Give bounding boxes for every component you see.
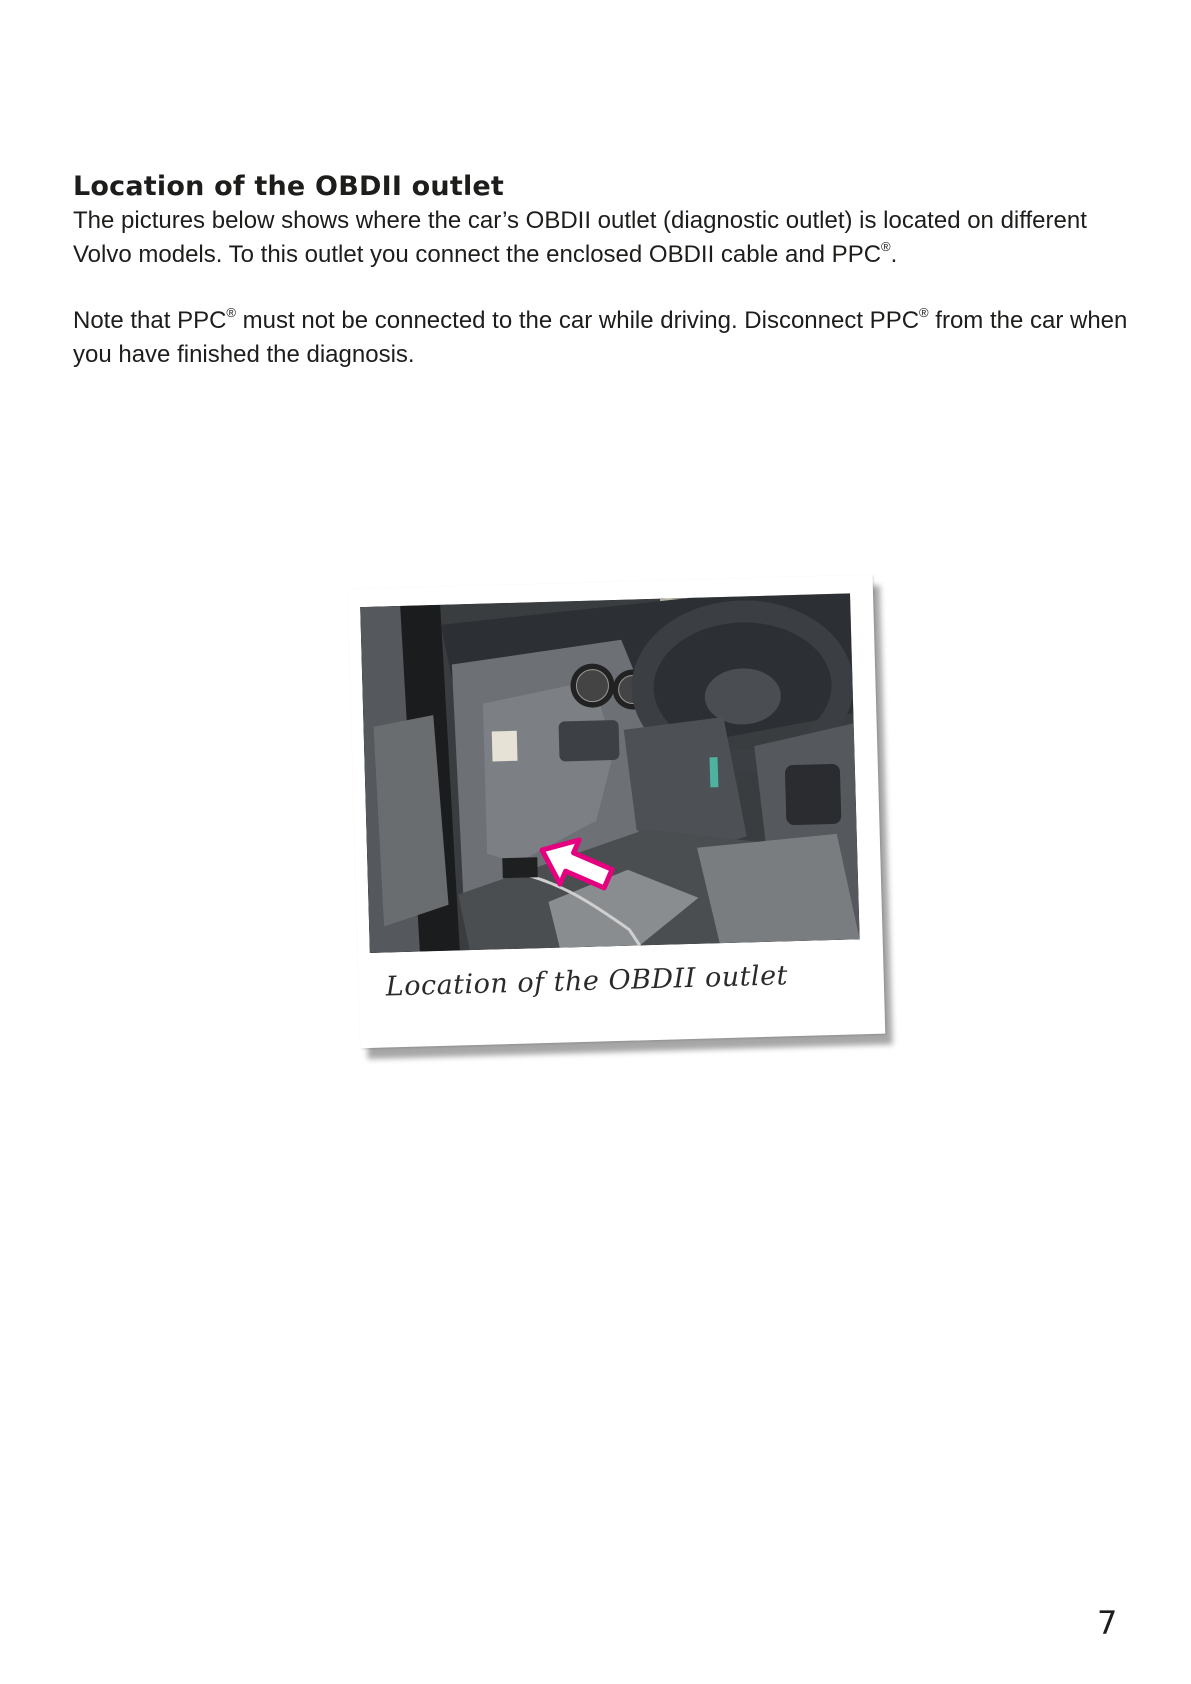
- registered-mark: ®: [919, 305, 929, 320]
- car-interior-photo: [360, 593, 859, 953]
- photo-caption: Location of the OBDII outlet: [385, 960, 789, 1003]
- intro-paragraph: [73, 204, 1133, 271]
- polaroid-frame: [348, 575, 886, 1048]
- note-text-3: from the car when you have finished the diagnosis.: [73, 307, 1128, 368]
- main-content: [73, 170, 1133, 371]
- polaroid-figure: [348, 575, 886, 1048]
- intro-text: The pictures below shows where the car’s OBDII outlet (diagnostic outlet) is located on different Volvo models. To this outlet you connect the enclosed OBDII cable and PPC: [73, 207, 1087, 268]
- section-heading: Location of the OBDII outlet: [73, 171, 505, 202]
- registered-mark: ®: [226, 305, 237, 320]
- page-number: 7: [1097, 1604, 1118, 1642]
- note-text-1: Note that PPC: [73, 307, 227, 334]
- registered-mark: ®: [881, 238, 891, 254]
- note-text-2: must not be connected to the car while driving. Disconnect PPC: [236, 307, 920, 334]
- intro-end: .: [890, 240, 898, 268]
- note-paragraph: [73, 304, 1133, 371]
